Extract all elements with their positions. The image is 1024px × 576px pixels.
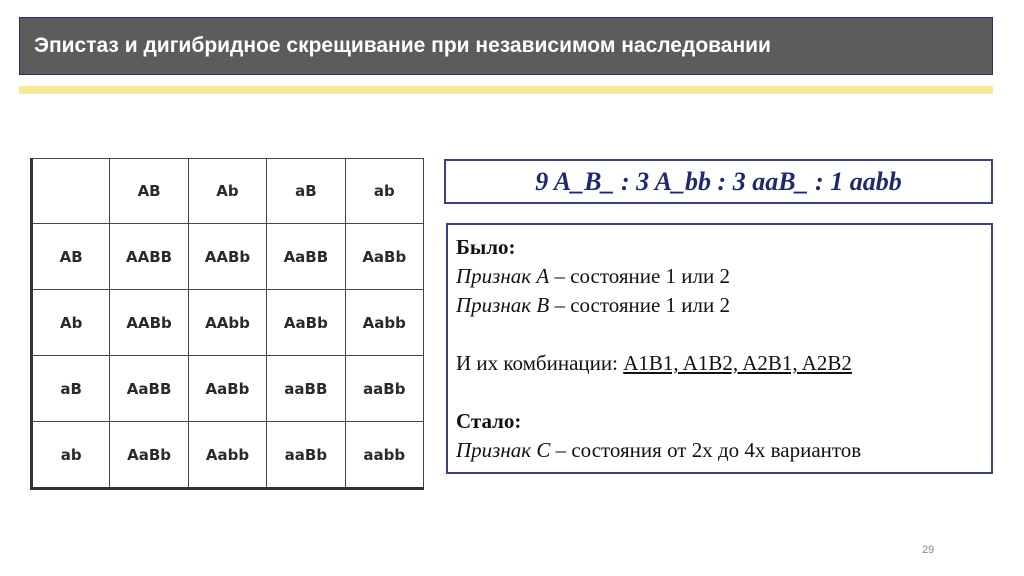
combinations-list: A1B1, A1B2, A2B1, A2B2	[623, 351, 852, 375]
punnett-corner-cell	[32, 159, 110, 224]
segregation-ratio: 9 A_B_ : 3 A_bb : 3 aaB_ : 1 aabb	[535, 166, 902, 196]
punnett-cell: aaBb	[267, 422, 345, 489]
page-number: 29	[922, 544, 935, 556]
punnett-cell: AaBB	[267, 224, 345, 290]
punnett-cell: AaBb	[188, 356, 266, 422]
punnett-row	[32, 422, 424, 489]
punnett-header-row	[32, 159, 424, 224]
punnett-row	[32, 290, 424, 356]
trait-b-name: Признак В	[456, 293, 550, 317]
trait-b-desc: – состояние 1 или 2	[549, 293, 731, 317]
punnett-cell: AABB	[110, 224, 188, 290]
punnett-cell: AaBB	[110, 356, 188, 422]
combinations-prefix: И их комбинации:	[456, 351, 624, 375]
ratio-box	[444, 159, 993, 204]
punnett-cell: AaBb	[267, 290, 345, 356]
trait-c-desc: – состояния от 2х до 4х вариантов	[550, 438, 862, 462]
punnett-cell: Aabb	[188, 422, 266, 489]
punnett-cell: aaBB	[267, 356, 345, 422]
punnett-cell: aabb	[345, 422, 423, 489]
punnett-row-header: ab	[32, 422, 110, 489]
punnett-cell: AaBb	[345, 224, 423, 290]
punnett-header-cell: ab	[345, 159, 423, 224]
slide-title: Эпистаз и дигибридное скрещивание при независимом наследовании	[34, 34, 771, 57]
punnett-cell: AABb	[110, 290, 188, 356]
punnett-row-header: aB	[32, 356, 110, 422]
spacer	[456, 320, 983, 349]
punnett-square	[30, 158, 424, 490]
punnett-cell: Aabb	[345, 290, 423, 356]
trait-c-name: Признак С	[456, 438, 551, 462]
punnett-row	[32, 356, 424, 422]
punnett-cell: AaBb	[110, 422, 188, 489]
punnett-row	[32, 224, 424, 290]
punnett-cell: AAbb	[188, 290, 266, 356]
combinations-line	[456, 349, 983, 378]
spacer	[456, 378, 983, 407]
punnett-header-cell: aB	[267, 159, 345, 224]
title-bar	[19, 17, 993, 75]
trait-a-name: Признак А	[456, 264, 550, 288]
punnett-header-cell: AB	[110, 159, 188, 224]
became-label: Стало:	[456, 409, 522, 433]
trait-b-line	[456, 291, 983, 320]
trait-c-line	[456, 436, 983, 465]
punnett-row-header: Ab	[32, 290, 110, 356]
info-box	[446, 223, 993, 474]
punnett-cell: aaBb	[345, 356, 423, 422]
trait-a-desc: – состояние 1 или 2	[549, 264, 731, 288]
was-label: Было:	[456, 235, 516, 259]
punnett-row-header: AB	[32, 224, 110, 290]
accent-divider	[19, 86, 993, 94]
punnett-cell: AABb	[188, 224, 266, 290]
trait-a-line	[456, 262, 983, 291]
punnett-header-cell: Ab	[188, 159, 266, 224]
